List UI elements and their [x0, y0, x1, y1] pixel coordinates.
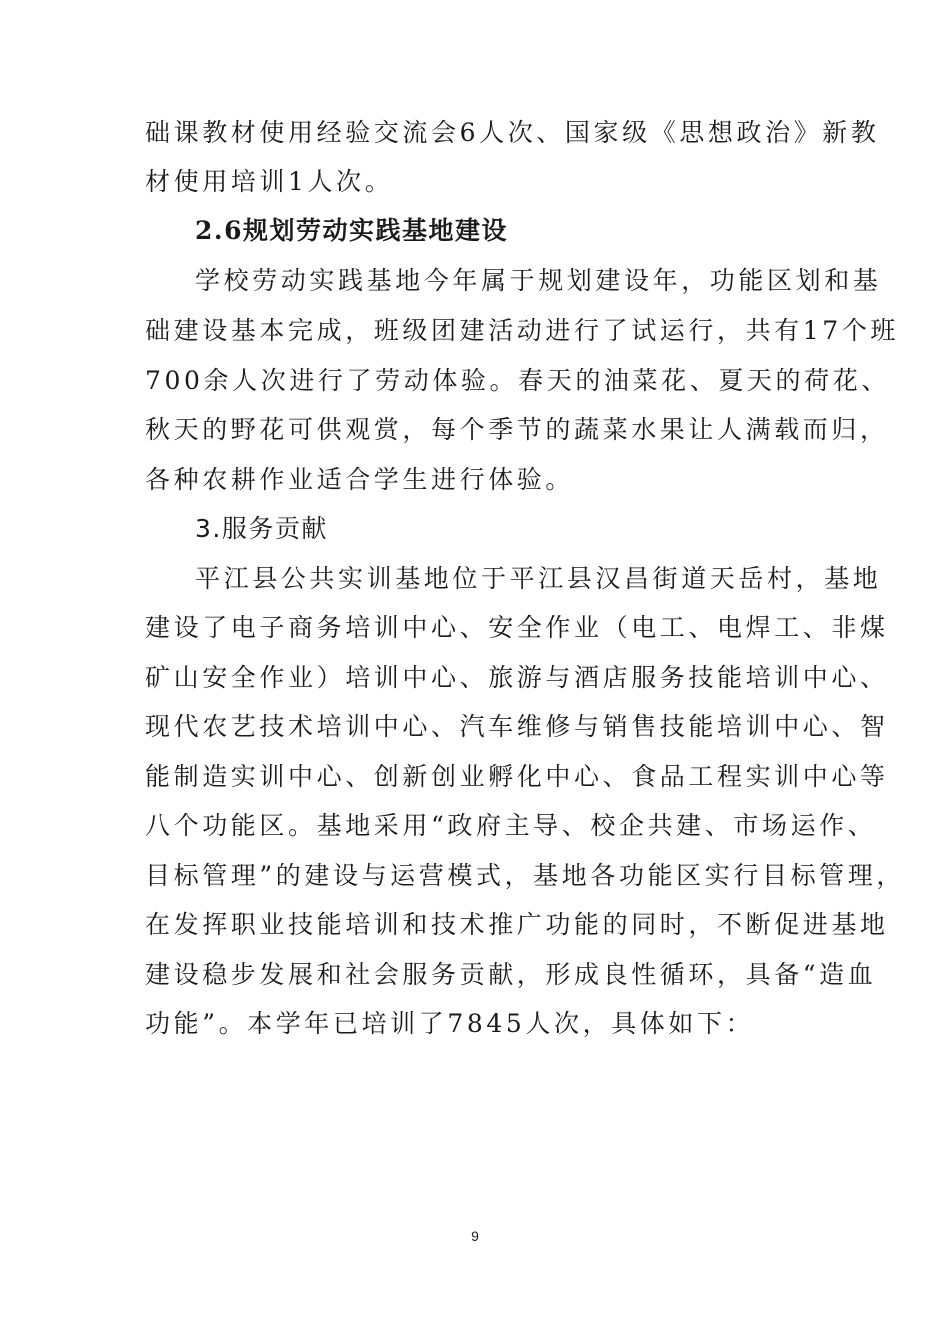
paragraph-line: 700余人次进行了劳动体验。春天的油菜花、夏天的荷花、 — [145, 366, 890, 395]
section-heading-3: 3.服务贡献 — [195, 514, 328, 543]
paragraph-line: 各种农耕作业适合学生进行体验。 — [145, 465, 575, 494]
paragraph-line: 在发挥职业技能培训和技术推广功能的同时，不断促进基地 — [145, 910, 889, 939]
page-number: 9 — [471, 1228, 479, 1244]
paragraph-line: 础课教材使用经验交流会6人次、国家级《思想政治》新教 — [145, 118, 880, 147]
paragraph-line: 功能”。本学年已培训了7845人次，具体如下： — [145, 1009, 755, 1038]
paragraph-line: 矿山安全作业）培训中心、旅游与酒店服务技能培训中心、 — [145, 663, 889, 692]
paragraph-line: 八个功能区。基地采用“政府主导、校企共建、市场运作、 — [145, 811, 877, 840]
paragraph-line: 建设稳步发展和社会服务贡献，形成良性循环，具备“造血 — [145, 960, 877, 989]
paragraph-line: 建设了电子商务培训中心、安全作业（电工、电焊工、非煤 — [145, 613, 889, 642]
paragraph-line: 学校劳动实践基地今年属于规划建设年，功能区划和基 — [195, 266, 882, 295]
paragraph-line: 础建设基本完成，班级团建活动进行了试运行，共有17个班 — [145, 316, 900, 345]
paragraph-line: 能制造实训中心、创新创业孵化中心、食品工程实训中心等 — [145, 762, 889, 791]
section-heading-2-6: 2.6规划劳动实践基地建设 — [195, 216, 508, 245]
paragraph-line: 材使用培训1人次。 — [145, 167, 394, 196]
paragraph-line: 目标管理”的建设与运营模式，基地各功能区实行目标管理， — [145, 861, 905, 890]
paragraph-line: 现代农艺技术培训中心、汽车维修与销售技能培训中心、智 — [145, 712, 889, 741]
paragraph-line: 平江县公共实训基地位于平江县汉昌街道天岳村，基地 — [195, 564, 882, 593]
paragraph-line: 秋天的野花可供观赏，每个季节的蔬菜水果让人满载而归， — [145, 415, 889, 444]
